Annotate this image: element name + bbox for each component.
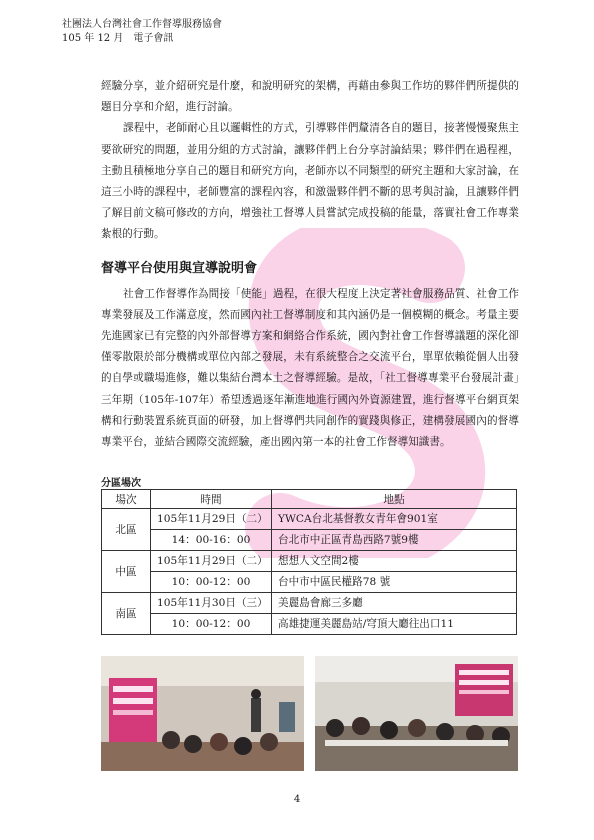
col-header-time: 時間 — [151, 490, 272, 509]
time-cell: 10：00-12：00 — [151, 572, 272, 593]
photo-seminar-left — [101, 656, 304, 771]
article-body — [101, 76, 519, 453]
paragraph-platform: 社會工作督導作為間接「使能」過程，在很大程度上決定著社會服務品質、社會工作專業發展及工作滿意度，然而國內社工督導制度和其內涵仍是一個模糊的概念。考量主要先進國家已有完整的內外部督導方案和網絡合作系統，國內對社會工作督導議題的深化卻僅零散限於部分機構或單位內部之發展，未有系統整合之交流平台，單單依賴從個人出發的自學或職場進修，難以集結台灣本土之督導經驗。是故，「社工督導專業平台發展計畫」三年期（105年-107年）希望透過逐年漸進地進行國內外資源建置，進行督導平台網頁架構和行動裝置系統頁面的研發，加上督導們共同創作的實踐與修正，建構發展國內的督導專業平台，並結合國際交流經驗，產出國內第一本的社會工作督導知識書。 — [101, 287, 519, 449]
org-name: 社團法人台灣社會工作督導服務協會 — [62, 19, 222, 30]
time-cell: 10：00-12：00 — [151, 614, 272, 635]
date-cell: 105年11月29日（二） — [151, 551, 272, 572]
venue-cell: YWCA台北基督教女青年會901室 — [272, 509, 517, 530]
venue-cell: 美麗島會廊三多廳 — [272, 593, 517, 614]
newsletter-header — [62, 18, 222, 46]
table-row — [102, 551, 517, 572]
table-row — [102, 530, 517, 551]
schedule-table — [101, 489, 517, 635]
zone-cell: 南區 — [102, 593, 151, 635]
date-cell: 105年11月30日（三） — [151, 593, 272, 614]
col-header-location: 地點 — [272, 490, 517, 509]
issue-date: 105 年 12 月 電子會訊 — [62, 33, 174, 44]
address-cell: 台北市中正區青島西路7號9樓 — [272, 530, 517, 551]
table-row — [102, 614, 517, 635]
table-row — [102, 572, 517, 593]
page-number: 4 — [293, 794, 301, 805]
zone-cell: 北區 — [102, 509, 151, 551]
table-header-row — [102, 490, 517, 509]
zone-cell: 中區 — [102, 551, 151, 593]
table-row — [102, 509, 517, 530]
address-cell: 高雄捷運美麗島站/穹頂大廳往出口11 — [272, 614, 517, 635]
paragraph-intro-tail: 經驗分享，並介紹研究是什麼，和說明研究的架構，再藉由參與工作坊的夥伴們所提供的題目分享和介紹，進行討論。 — [101, 80, 519, 114]
col-header-zone: 場次 — [102, 490, 151, 509]
event-photos — [101, 656, 519, 771]
time-cell: 14：00-16：00 — [151, 530, 272, 551]
date-cell: 105年11月29日（二） — [151, 509, 272, 530]
table-row — [102, 593, 517, 614]
address-cell: 台中市中區民權路78 號 — [272, 572, 517, 593]
paragraph-course: 課程中，老師耐心且以邏輯性的方式，引導夥伴們釐清各自的題目，接著慢慢聚焦主要欲研究的問題，並用分組的方式討論，讓夥伴們上台分享討論結果；夥伴們在過程裡，主動且積極地分享自己的題目和研究方向，老師亦以不同類型的研究主題和大家討論，在這三小時的課程中，老師豐富的課程內容，和激盪夥伴們不斷的思考與討論，且讓夥伴們了解目前文稿可修改的方向，增強社工督導人員嘗試完成投稿的能量，落實社會工作專業紮根的行動。 — [101, 122, 519, 241]
photo-seminar-right — [315, 656, 518, 771]
schedule-title: 分區場次 — [101, 478, 141, 489]
section-title: 督導平台使用與宣導說明會 — [101, 260, 258, 276]
venue-cell: 想想人文空間2樓 — [272, 551, 517, 572]
